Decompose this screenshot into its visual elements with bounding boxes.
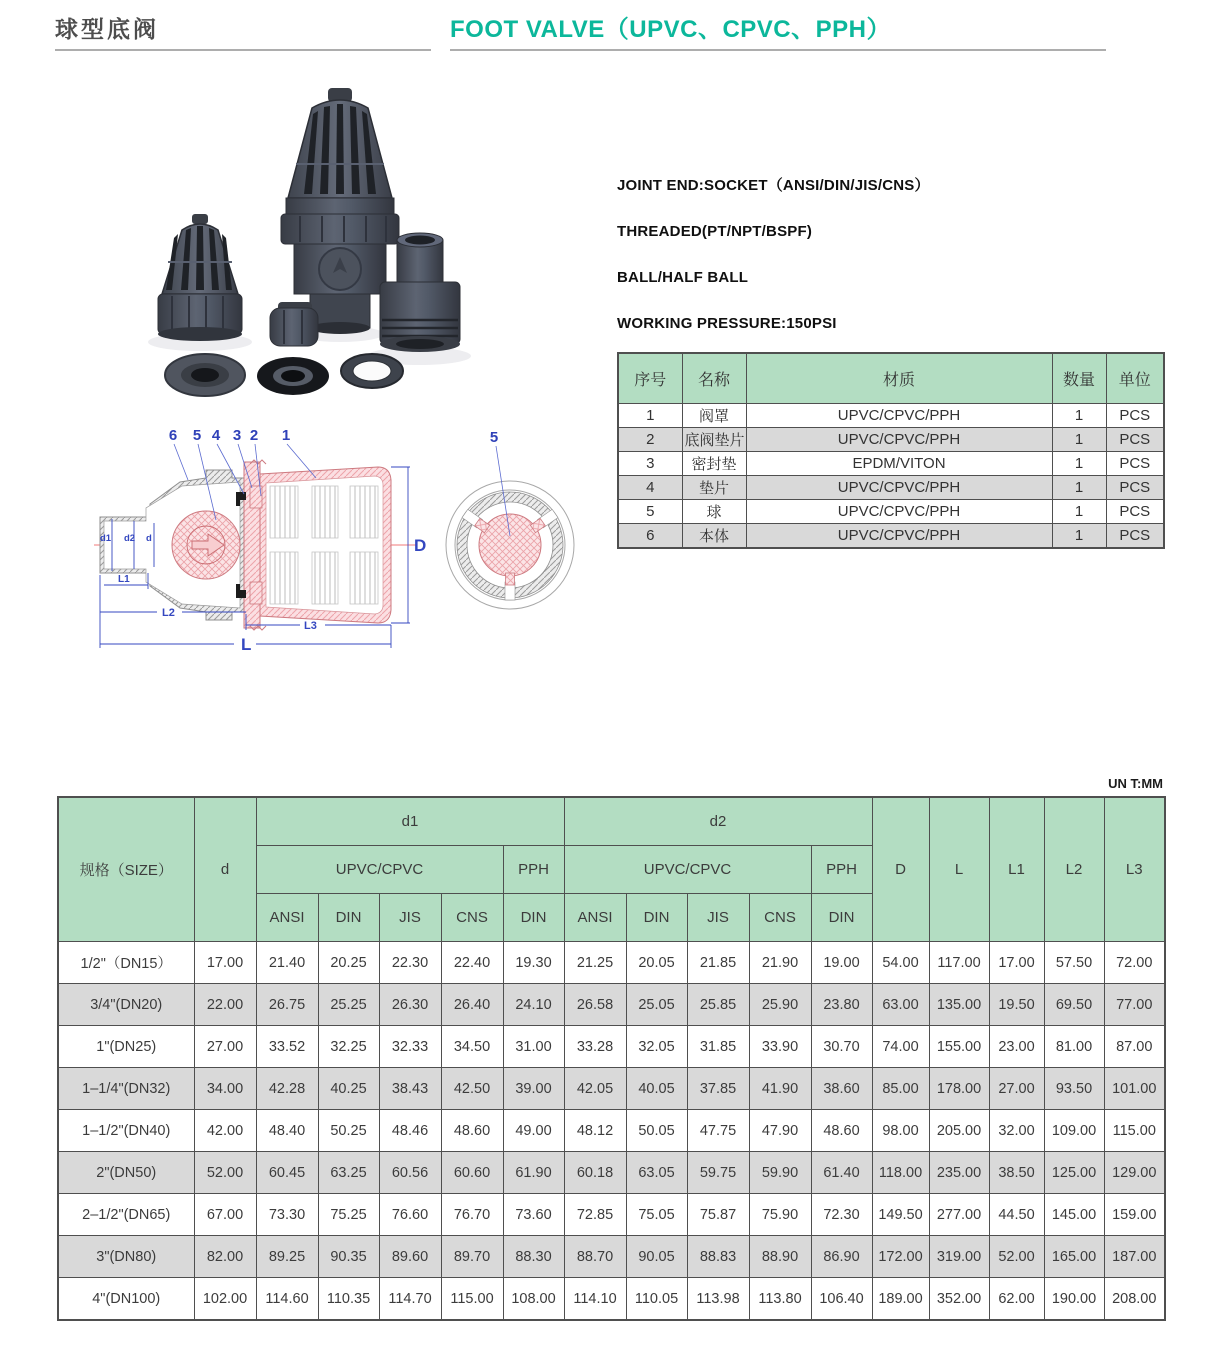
dim-value-cell: 38.43 xyxy=(379,1068,441,1110)
dim-value-cell: 352.00 xyxy=(929,1278,989,1321)
dim-value-cell: 118.00 xyxy=(872,1152,929,1194)
dim-value-cell: 25.90 xyxy=(749,984,811,1026)
dim-value-cell: 25.25 xyxy=(318,984,379,1026)
dim-value-cell: 89.25 xyxy=(256,1236,318,1278)
dim-size-cell: 4"(DN100) xyxy=(58,1278,194,1321)
dim-value-cell: 49.00 xyxy=(503,1110,564,1152)
parts-cell: PCS xyxy=(1106,476,1164,500)
dim-value-cell: 129.00 xyxy=(1104,1152,1165,1194)
dim-value-cell: 30.70 xyxy=(811,1026,872,1068)
dim-header-standard: DIN xyxy=(626,894,687,942)
dim-row xyxy=(58,1152,1165,1194)
dim-value-cell: 20.25 xyxy=(318,942,379,984)
dim-value-cell: 108.00 xyxy=(503,1278,564,1321)
parts-header-cell: 序号 xyxy=(618,353,682,404)
dim-value-cell: 17.00 xyxy=(989,942,1044,984)
parts-row xyxy=(618,500,1164,524)
parts-cell: PCS xyxy=(1106,452,1164,476)
spec-list xyxy=(617,177,930,333)
strainer-cage xyxy=(158,214,242,341)
dim-header-standard: JIS xyxy=(687,894,749,942)
dim-value-cell: 26.30 xyxy=(379,984,441,1026)
dim-value-cell: 42.50 xyxy=(441,1068,503,1110)
callout-1: 1 xyxy=(281,427,291,444)
socket-fitting xyxy=(380,233,460,352)
dim-value-cell: 90.35 xyxy=(318,1236,379,1278)
dim-value-cell: 21.25 xyxy=(564,942,626,984)
dim-size-cell: 1–1/4"(DN32) xyxy=(58,1068,194,1110)
callout-6: 6 xyxy=(168,427,178,444)
dim-value-cell: 102.00 xyxy=(194,1278,256,1321)
dim-value-cell: 41.90 xyxy=(749,1068,811,1110)
dim-value-cell: 73.60 xyxy=(503,1194,564,1236)
dim-size-cell: 3"(DN80) xyxy=(58,1236,194,1278)
parts-cell: 1 xyxy=(1052,500,1106,524)
cap-section xyxy=(236,460,391,630)
dim-value-cell: 38.50 xyxy=(989,1152,1044,1194)
dim-value-cell: 38.60 xyxy=(811,1068,872,1110)
dim-value-cell: 114.70 xyxy=(379,1278,441,1321)
dim-header-material-upvc-cpvc: UPVC/CPVC xyxy=(564,846,811,894)
dim-value-cell: 82.00 xyxy=(194,1236,256,1278)
dim-value-cell: 23.00 xyxy=(989,1026,1044,1068)
dim-header-d2-group: d2 xyxy=(564,797,872,846)
dim-value-cell: 63.25 xyxy=(318,1152,379,1194)
unit-note: UN T:MM xyxy=(1108,776,1163,791)
parts-cell: 1 xyxy=(618,404,682,428)
dim-value-cell: 72.00 xyxy=(1104,942,1165,984)
dim-header-material-pph: PPH xyxy=(811,846,872,894)
dim-value-cell: 19.00 xyxy=(811,942,872,984)
dim-header-standard: DIN xyxy=(318,894,379,942)
dim-value-cell: 32.00 xyxy=(989,1110,1044,1152)
dim-value-cell: 81.00 xyxy=(1044,1026,1104,1068)
dim-value-cell: 67.00 xyxy=(194,1194,256,1236)
dim-value-cell: 106.40 xyxy=(811,1278,872,1321)
dim-value-cell: 17.00 xyxy=(194,942,256,984)
parts-cell: 1 xyxy=(1052,404,1106,428)
parts-row xyxy=(618,476,1164,500)
parts-cell: 1 xyxy=(1052,452,1106,476)
dim-value-cell: 47.75 xyxy=(687,1110,749,1152)
dim-value-cell: 32.33 xyxy=(379,1026,441,1068)
dim-row xyxy=(58,1026,1165,1068)
callout-5: 5 xyxy=(192,427,202,444)
label-d: d xyxy=(146,533,152,544)
dim-value-cell: 22.40 xyxy=(441,942,503,984)
parts-cell: UPVC/CPVC/PPH xyxy=(746,500,1052,524)
spec-threaded: THREADED(PT/NPT/BSPF) xyxy=(617,223,813,240)
dim-value-cell: 61.90 xyxy=(503,1152,564,1194)
dim-value-cell: 101.00 xyxy=(1104,1068,1165,1110)
ball-section xyxy=(172,511,240,579)
page-title-chinese: 球型底阀 xyxy=(55,16,159,42)
dim-value-cell: 52.00 xyxy=(194,1152,256,1194)
dim-value-cell: 159.00 xyxy=(1104,1194,1165,1236)
dim-value-cell: 60.18 xyxy=(564,1152,626,1194)
dim-value-cell: 39.00 xyxy=(503,1068,564,1110)
dim-row xyxy=(58,1236,1165,1278)
parts-cell: 5 xyxy=(618,500,682,524)
dim-value-cell: 72.85 xyxy=(564,1194,626,1236)
dim-value-cell: 22.00 xyxy=(194,984,256,1026)
dim-value-cell: 155.00 xyxy=(929,1026,989,1068)
dim-value-cell: 145.00 xyxy=(1044,1194,1104,1236)
dim-value-cell: 76.70 xyxy=(441,1194,503,1236)
parts-cell: 1 xyxy=(1052,476,1106,500)
dim-value-cell: 189.00 xyxy=(872,1278,929,1321)
dim-value-cell: 50.25 xyxy=(318,1110,379,1152)
parts-cell: PCS xyxy=(1106,428,1164,452)
parts-cell: 垫片 xyxy=(682,476,746,500)
dim-value-cell: 115.00 xyxy=(1104,1110,1165,1152)
dim-value-cell: 25.85 xyxy=(687,984,749,1026)
dim-value-cell: 75.25 xyxy=(318,1194,379,1236)
parts-row xyxy=(618,404,1164,428)
dim-value-cell: 208.00 xyxy=(1104,1278,1165,1321)
label-L1: L1 xyxy=(118,574,130,585)
callout-2: 2 xyxy=(249,427,259,444)
dim-header-L1: L1 xyxy=(989,797,1044,942)
spec-joint-end: JOINT END:SOCKET（ANSI/DIN/JIS/CNS） xyxy=(617,177,930,194)
spec-working-pressure: WORKING PRESSURE:150PSI xyxy=(617,315,837,332)
dim-value-cell: 21.90 xyxy=(749,942,811,984)
dim-value-cell: 110.05 xyxy=(626,1278,687,1321)
dim-header-material-pph: PPH xyxy=(503,846,564,894)
dim-value-cell: 60.45 xyxy=(256,1152,318,1194)
dim-value-cell: 31.85 xyxy=(687,1026,749,1068)
dim-value-cell: 34.50 xyxy=(441,1026,503,1068)
dim-value-cell: 113.98 xyxy=(687,1278,749,1321)
dim-value-cell: 89.70 xyxy=(441,1236,503,1278)
dim-value-cell: 42.05 xyxy=(564,1068,626,1110)
dim-size-cell: 2"(DN50) xyxy=(58,1152,194,1194)
dim-value-cell: 187.00 xyxy=(1104,1236,1165,1278)
dim-value-cell: 115.00 xyxy=(441,1278,503,1321)
parts-cell: 2 xyxy=(618,428,682,452)
dim-value-cell: 26.75 xyxy=(256,984,318,1026)
dim-value-cell: 87.00 xyxy=(1104,1026,1165,1068)
dim-value-cell: 21.85 xyxy=(687,942,749,984)
dim-value-cell: 172.00 xyxy=(872,1236,929,1278)
dim-header-d1-group: d1 xyxy=(256,797,564,846)
dim-value-cell: 93.50 xyxy=(1044,1068,1104,1110)
dim-value-cell: 21.40 xyxy=(256,942,318,984)
dim-value-cell: 88.70 xyxy=(564,1236,626,1278)
dim-value-cell: 48.12 xyxy=(564,1110,626,1152)
label-d2: d2 xyxy=(124,533,136,544)
dim-value-cell: 98.00 xyxy=(872,1110,929,1152)
label-L: L xyxy=(241,635,252,654)
parts-row xyxy=(618,428,1164,452)
parts-cell: 1 xyxy=(1052,524,1106,549)
dim-value-cell: 90.05 xyxy=(626,1236,687,1278)
dim-header-standard: DIN xyxy=(503,894,564,942)
dim-value-cell: 33.28 xyxy=(564,1026,626,1068)
dim-value-cell: 32.05 xyxy=(626,1026,687,1068)
dim-value-cell: 44.50 xyxy=(989,1194,1044,1236)
dim-header-size: 规格（SIZE） xyxy=(58,797,194,942)
dim-value-cell: 40.25 xyxy=(318,1068,379,1110)
parts-cell: 阀罩 xyxy=(682,404,746,428)
dim-value-cell: 60.60 xyxy=(441,1152,503,1194)
dim-value-cell: 31.00 xyxy=(503,1026,564,1068)
parts-cell: 6 xyxy=(618,524,682,549)
dim-value-cell: 26.58 xyxy=(564,984,626,1026)
dim-size-cell: 1–1/2"(DN40) xyxy=(58,1110,194,1152)
dim-value-cell: 24.10 xyxy=(503,984,564,1026)
dim-value-cell: 86.90 xyxy=(811,1236,872,1278)
dim-value-cell: 50.05 xyxy=(626,1110,687,1152)
dim-value-cell: 165.00 xyxy=(1044,1236,1104,1278)
dim-header-row-1 xyxy=(58,797,1165,846)
dim-value-cell: 33.52 xyxy=(256,1026,318,1068)
dim-value-cell: 77.00 xyxy=(1104,984,1165,1026)
dim-value-cell: 73.30 xyxy=(256,1194,318,1236)
dim-value-cell: 34.00 xyxy=(194,1068,256,1110)
dim-value-cell: 59.90 xyxy=(749,1152,811,1194)
dim-value-cell: 110.35 xyxy=(318,1278,379,1321)
dim-value-cell: 178.00 xyxy=(929,1068,989,1110)
gasket-flange xyxy=(165,354,245,396)
parts-cell: 4 xyxy=(618,476,682,500)
label-d1: d1 xyxy=(100,533,112,544)
dim-value-cell: 149.50 xyxy=(872,1194,929,1236)
dim-header-d: d xyxy=(194,797,256,942)
dim-value-cell: 57.50 xyxy=(1044,942,1104,984)
dim-header-standard: CNS xyxy=(749,894,811,942)
dim-header-L3: L3 xyxy=(1104,797,1165,942)
dim-value-cell: 26.40 xyxy=(441,984,503,1026)
dim-header-standard: ANSI xyxy=(564,894,626,942)
callout-3: 3 xyxy=(232,427,242,444)
technical-drawing xyxy=(58,422,620,670)
dim-value-cell: 125.00 xyxy=(1044,1152,1104,1194)
parts-cell: EPDM/VITON xyxy=(746,452,1052,476)
dim-value-cell: 37.85 xyxy=(687,1068,749,1110)
dim-value-cell: 109.00 xyxy=(1044,1110,1104,1152)
dim-row xyxy=(58,1194,1165,1236)
parts-table xyxy=(617,352,1165,549)
parts-cell: 球 xyxy=(682,500,746,524)
dim-row xyxy=(58,1110,1165,1152)
gasket-ring xyxy=(341,354,403,388)
dim-value-cell: 59.75 xyxy=(687,1152,749,1194)
dim-header-material-upvc-cpvc: UPVC/CPVC xyxy=(256,846,503,894)
dim-value-cell: 47.90 xyxy=(749,1110,811,1152)
dim-value-cell: 190.00 xyxy=(1044,1278,1104,1321)
dim-header-standard: JIS xyxy=(379,894,441,942)
dim-value-cell: 89.60 xyxy=(379,1236,441,1278)
dim-value-cell: 33.90 xyxy=(749,1026,811,1068)
dim-value-cell: 32.25 xyxy=(318,1026,379,1068)
dim-header-L: L xyxy=(929,797,989,942)
dim-value-cell: 40.05 xyxy=(626,1068,687,1110)
dim-header-standard: ANSI xyxy=(256,894,318,942)
dim-value-cell: 74.00 xyxy=(872,1026,929,1068)
dim-value-cell: 62.00 xyxy=(989,1278,1044,1321)
parts-header-cell: 名称 xyxy=(682,353,746,404)
parts-row xyxy=(618,452,1164,476)
dim-size-cell: 2–1/2"(DN65) xyxy=(58,1194,194,1236)
dim-row xyxy=(58,984,1165,1026)
dim-size-cell: 3/4"(DN20) xyxy=(58,984,194,1026)
dim-value-cell: 76.60 xyxy=(379,1194,441,1236)
dim-value-cell: 85.00 xyxy=(872,1068,929,1110)
dim-value-cell: 48.46 xyxy=(379,1110,441,1152)
dim-value-cell: 72.30 xyxy=(811,1194,872,1236)
dim-row xyxy=(58,1068,1165,1110)
parts-cell: 底阀垫片 xyxy=(682,428,746,452)
dim-value-cell: 277.00 xyxy=(929,1194,989,1236)
parts-header-cell: 数量 xyxy=(1052,353,1106,404)
end-view-callout-5: 5 xyxy=(489,429,499,446)
dim-size-cell: 1/2"（DN15） xyxy=(58,942,194,984)
dim-value-cell: 52.00 xyxy=(989,1236,1044,1278)
label-L2: L2 xyxy=(162,607,175,619)
dim-value-cell: 63.00 xyxy=(872,984,929,1026)
parts-cell: PCS xyxy=(1106,500,1164,524)
page-title-english: FOOT VALVE（UPVC、CPVC、PPH） xyxy=(450,16,891,43)
dim-value-cell: 135.00 xyxy=(929,984,989,1026)
parts-header-cell: 材质 xyxy=(746,353,1052,404)
dim-value-cell: 23.80 xyxy=(811,984,872,1026)
parts-cell: PCS xyxy=(1106,524,1164,549)
dim-value-cell: 48.40 xyxy=(256,1110,318,1152)
dim-value-cell: 27.00 xyxy=(989,1068,1044,1110)
title-divider-right xyxy=(450,49,1106,51)
dim-value-cell: 88.30 xyxy=(503,1236,564,1278)
dim-value-cell: 88.83 xyxy=(687,1236,749,1278)
dim-row xyxy=(58,942,1165,984)
title-divider-left xyxy=(55,49,431,51)
parts-cell: 1 xyxy=(1052,428,1106,452)
dim-value-cell: 113.80 xyxy=(749,1278,811,1321)
label-L3: L3 xyxy=(304,620,317,632)
dim-value-cell: 42.28 xyxy=(256,1068,318,1110)
dim-value-cell: 69.50 xyxy=(1044,984,1104,1026)
callout-4: 4 xyxy=(211,427,221,444)
dim-header-L2: L2 xyxy=(1044,797,1104,942)
dim-value-cell: 235.00 xyxy=(929,1152,989,1194)
dim-size-cell: 1"(DN25) xyxy=(58,1026,194,1068)
dim-header-D: D xyxy=(872,797,929,942)
dim-header-standard: CNS xyxy=(441,894,503,942)
parts-header-cell: 单位 xyxy=(1106,353,1164,404)
parts-cell: 3 xyxy=(618,452,682,476)
dim-value-cell: 25.05 xyxy=(626,984,687,1026)
dim-value-cell: 22.30 xyxy=(379,942,441,984)
dim-value-cell: 114.10 xyxy=(564,1278,626,1321)
parts-cell: 密封垫 xyxy=(682,452,746,476)
dim-value-cell: 19.30 xyxy=(503,942,564,984)
parts-cell: UPVC/CPVC/PPH xyxy=(746,524,1052,549)
dim-value-cell: 205.00 xyxy=(929,1110,989,1152)
dim-value-cell: 60.56 xyxy=(379,1152,441,1194)
dim-row xyxy=(58,1278,1165,1321)
dim-value-cell: 27.00 xyxy=(194,1026,256,1068)
end-view xyxy=(446,429,574,609)
dim-value-cell: 20.05 xyxy=(626,942,687,984)
parts-header-row xyxy=(618,353,1164,404)
valve-cap xyxy=(270,302,318,346)
dim-value-cell: 117.00 xyxy=(929,942,989,984)
dim-value-cell: 61.40 xyxy=(811,1152,872,1194)
label-D: D xyxy=(414,536,427,555)
dim-value-cell: 54.00 xyxy=(872,942,929,984)
spec-ball: BALL/HALF BALL xyxy=(617,269,749,286)
dim-value-cell: 48.60 xyxy=(441,1110,503,1152)
dim-value-cell: 48.60 xyxy=(811,1110,872,1152)
dim-value-cell: 63.05 xyxy=(626,1152,687,1194)
product-photo xyxy=(100,80,600,420)
parts-cell: UPVC/CPVC/PPH xyxy=(746,404,1052,428)
parts-row xyxy=(618,524,1164,549)
parts-cell: UPVC/CPVC/PPH xyxy=(746,476,1052,500)
ball-end-view xyxy=(479,514,541,576)
parts-cell: PCS xyxy=(1106,404,1164,428)
dim-value-cell: 75.05 xyxy=(626,1194,687,1236)
parts-cell: 本体 xyxy=(682,524,746,549)
dim-value-cell: 319.00 xyxy=(929,1236,989,1278)
dim-value-cell: 75.90 xyxy=(749,1194,811,1236)
dim-value-cell: 42.00 xyxy=(194,1110,256,1152)
dim-value-cell: 19.50 xyxy=(989,984,1044,1026)
dim-value-cell: 88.90 xyxy=(749,1236,811,1278)
dim-value-cell: 114.60 xyxy=(256,1278,318,1321)
dim-value-cell: 75.87 xyxy=(687,1194,749,1236)
parts-cell: UPVC/CPVC/PPH xyxy=(746,428,1052,452)
dimension-table xyxy=(57,796,1166,1321)
gasket-seal xyxy=(257,357,329,395)
dim-header-standard: DIN xyxy=(811,894,872,942)
